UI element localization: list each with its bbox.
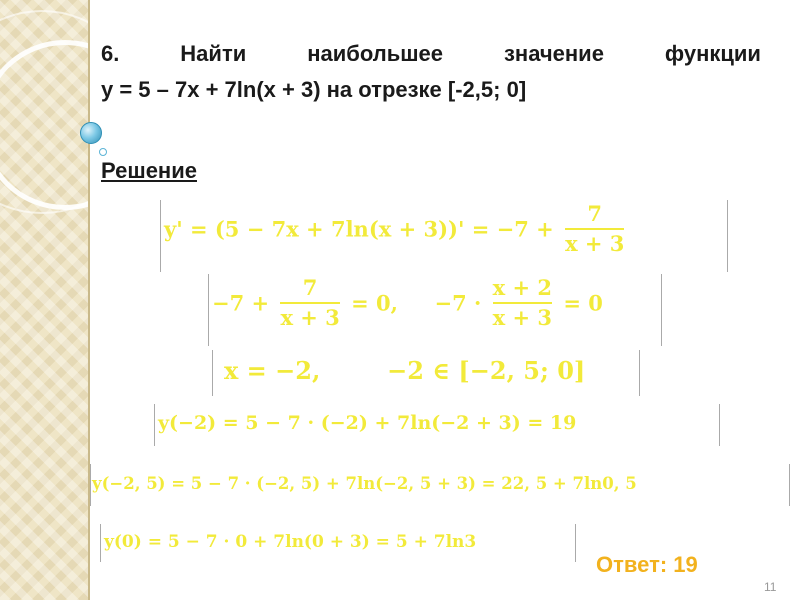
fraction-denominator: x + 3 [280, 305, 340, 331]
equation-part: −7 + [212, 290, 270, 316]
fraction-denominator: x + 3 [492, 305, 552, 331]
fraction-numerator: 7 [302, 275, 318, 300]
fraction-denominator: x + 3 [565, 231, 625, 257]
fraction-bar [493, 302, 552, 304]
task-line-2: y = 5 – 7x + 7ln(x + 3) на отрезке [-2,5; 0] [101, 77, 527, 102]
value-at-left-endpoint: y(−2, 5) = 5 − 7 · (−2, 5) + 7ln(−2, 5 + 3) = 22, 5 + 7ln0, 5 [92, 474, 637, 493]
equation-part: = 0, −7 · [351, 290, 482, 316]
fraction [280, 276, 339, 330]
fraction-bar [280, 302, 339, 304]
critical-point-result: x = −2, −2 ∈ [−2, 5; 0] [224, 356, 586, 385]
decorative-bubble-icon [80, 122, 102, 144]
task-word: наибольшее [307, 41, 444, 66]
derivative-formula [164, 202, 628, 256]
fraction-numerator: x + 2 [492, 275, 552, 300]
task-word: функции [664, 41, 761, 66]
task-line-1 [101, 36, 761, 72]
task-word: значение [503, 41, 604, 66]
fraction [565, 202, 624, 256]
fraction-numerator: 7 [587, 201, 603, 226]
task-statement [101, 36, 761, 108]
derivative-expression: y' = (5 − 7x + 7ln(x + 3))' = −7 + [164, 216, 554, 242]
solution-heading: Решение [101, 158, 197, 183]
fraction [493, 276, 552, 330]
side-panel-divider [88, 0, 90, 600]
answer-value: 19 [673, 552, 698, 577]
page-number: 11 [764, 580, 777, 594]
task-number: 6. [101, 41, 120, 66]
decorative-circle [0, 40, 88, 210]
critical-point-equation [212, 276, 603, 330]
equation-part: = 0 [563, 290, 603, 316]
decorative-bubble-icon [99, 148, 107, 156]
decorative-side-panel [0, 0, 88, 600]
fraction-bar [565, 228, 624, 230]
answer [596, 552, 698, 578]
value-at-right-endpoint: y(0) = 5 − 7 · 0 + 7ln(0 + 3) = 5 + 7ln3 [104, 532, 477, 552]
value-at-critical-point: y(−2) = 5 − 7 · (−2) + 7ln(−2 + 3) = 19 [158, 412, 577, 434]
task-word: Найти [180, 41, 247, 66]
answer-label: Ответ: [596, 552, 668, 577]
